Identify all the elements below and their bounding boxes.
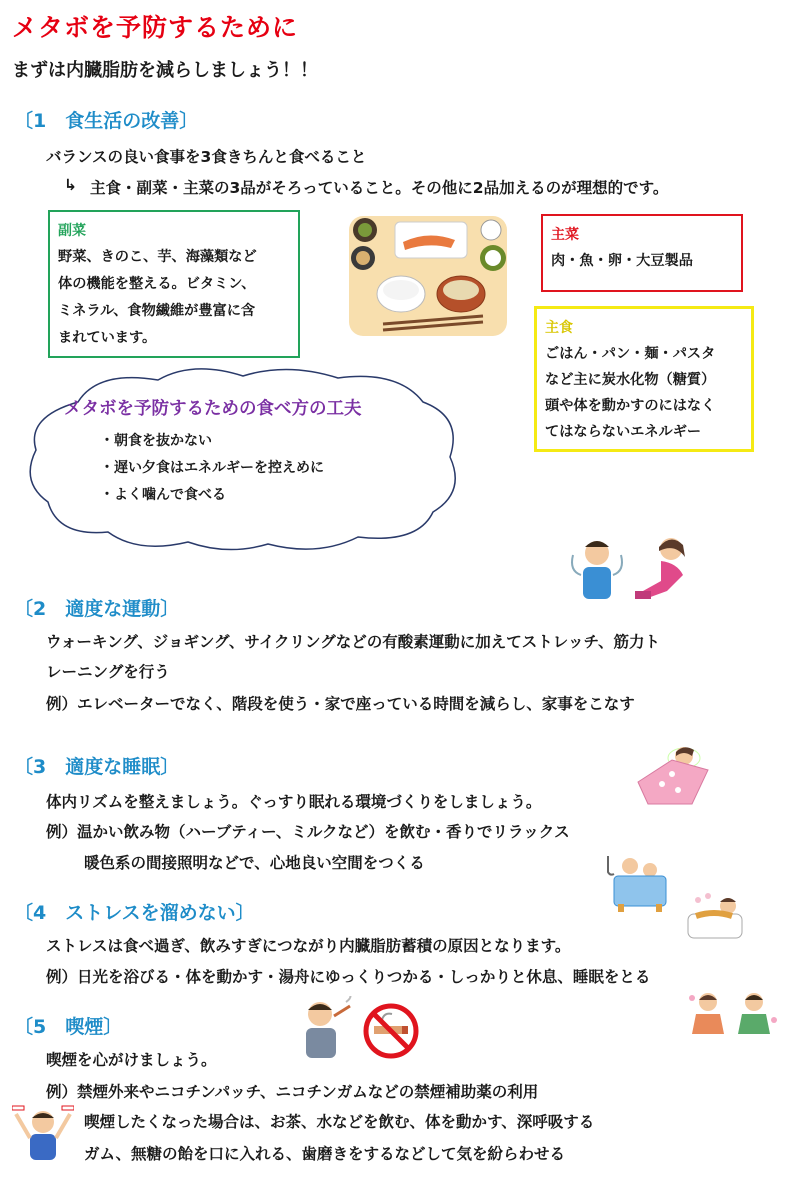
section3-line2: 例）温かい飲み物（ハーブティー、ミルクなど）を飲む・香りでリラックス <box>46 823 570 841</box>
shusai-body: 肉・魚・卵・大豆製品 <box>551 253 693 269</box>
page-title: メタボを予防するために <box>12 13 299 42</box>
section1-line1: バランスの良い食事を3食きちんと食べること <box>46 148 367 166</box>
no-smoking-icon <box>362 1002 420 1060</box>
section1-line2: 主食・副菜・主菜の3品がそろっていること。その他に2品加えるのが理想的です。 <box>90 179 669 197</box>
section3-heading: 〔3 適度な睡眠〕 <box>14 756 180 778</box>
family-bath-illustration <box>602 852 670 914</box>
shushoku-title: 主食 <box>545 320 573 336</box>
fukusai-line: まれています。 <box>58 330 157 346</box>
fukusai-title: 副菜 <box>58 223 86 239</box>
stretching-people-illustration <box>565 535 715 605</box>
section5-line2: 例）禁煙外来やニコチンパッチ、ニコチンガムなどの禁煙補助薬の利用 <box>46 1083 539 1101</box>
section3-line1: 体内リズムを整えましょう。ぐっすり眠れる環境づくりをしましょう。 <box>46 793 542 811</box>
section5-line1: 喫煙を心がけましょう。 <box>46 1051 217 1069</box>
fukusai-line: 体の機能を整える。ビタミン、 <box>58 276 256 292</box>
section2-heading: 〔2 適度な運動〕 <box>14 598 180 620</box>
section4-heading: 〔4 ストレスを溜めない〕 <box>14 902 255 924</box>
section2-line3: 例）エレベーターでなく、階段を使う・家で座っている時間を減らし、家事をこなす <box>46 695 635 713</box>
shushoku-line: など主に炭水化物（糖質） <box>545 372 716 388</box>
section2-line2: レーニングを行う <box>46 663 170 681</box>
page-subtitle: まずは内臓脂肪を減らしましょう！！ <box>12 60 318 81</box>
section3-line3: 暖色系の間接照明などで、心地良い空間をつくる <box>84 854 425 872</box>
section5-line4: ガム、無糖の飴を口に入れる、歯磨きをするなどして気を紛らわせる <box>84 1145 565 1163</box>
section5-line3: 喫煙したくなった場合は、お茶、水などを飲む、体を動かす、深呼吸する <box>84 1113 595 1131</box>
fukusai-line: ミネラル、食物繊維が豊富に含 <box>58 303 256 319</box>
sleeping-person-illustration <box>632 742 712 808</box>
shusai-title: 主菜 <box>551 227 579 243</box>
quitting-man-illustration <box>12 1100 74 1164</box>
meal-tray-illustration <box>343 212 513 340</box>
smoker-illustration <box>296 996 356 1060</box>
shusai-box <box>541 214 743 292</box>
fukusai-line: 野菜、きのこ、芋、海藻類など <box>58 249 257 265</box>
bathing-woman-illustration <box>684 892 744 944</box>
cloud-title: メタボを予防するための食べ方の工夫 <box>64 399 362 419</box>
shushoku-line: てはならないエネルギー <box>545 424 702 440</box>
cloud-tip: ・よく噛んで食べる <box>100 487 226 503</box>
section2-line1: ウォーキング、ジョギング、サイクリングなどの有酸素運動に加えてストレッチ、筋力ト <box>46 633 660 651</box>
cloud-tip: ・朝食を抜かない <box>100 433 212 449</box>
shushoku-line: ごはん・パン・麺・パスタ <box>545 346 716 362</box>
cloud-tip: ・遅い夕食はエネルギーを控えめに <box>100 460 324 476</box>
shushoku-line: 頭や体を動かすのにはなく <box>545 398 716 414</box>
shushoku-box <box>534 306 754 452</box>
fukusai-box <box>48 210 300 358</box>
relaxing-people-illustration <box>684 990 782 1048</box>
section4-line1: ストレスは食べ過ぎ、飲みすぎにつながり内臓脂肪蓄積の原因となります。 <box>46 937 571 955</box>
arrow-icon: ↳ <box>64 176 77 194</box>
section1-heading: 〔1 食生活の改善〕 <box>14 110 199 132</box>
section4-line2: 例）日光を浴びる・体を動かす・湯舟にゆっくりつかる・しっかりと休息、睡眠をとる <box>46 968 651 986</box>
section5-heading: 〔5 喫煙〕 <box>14 1016 123 1038</box>
